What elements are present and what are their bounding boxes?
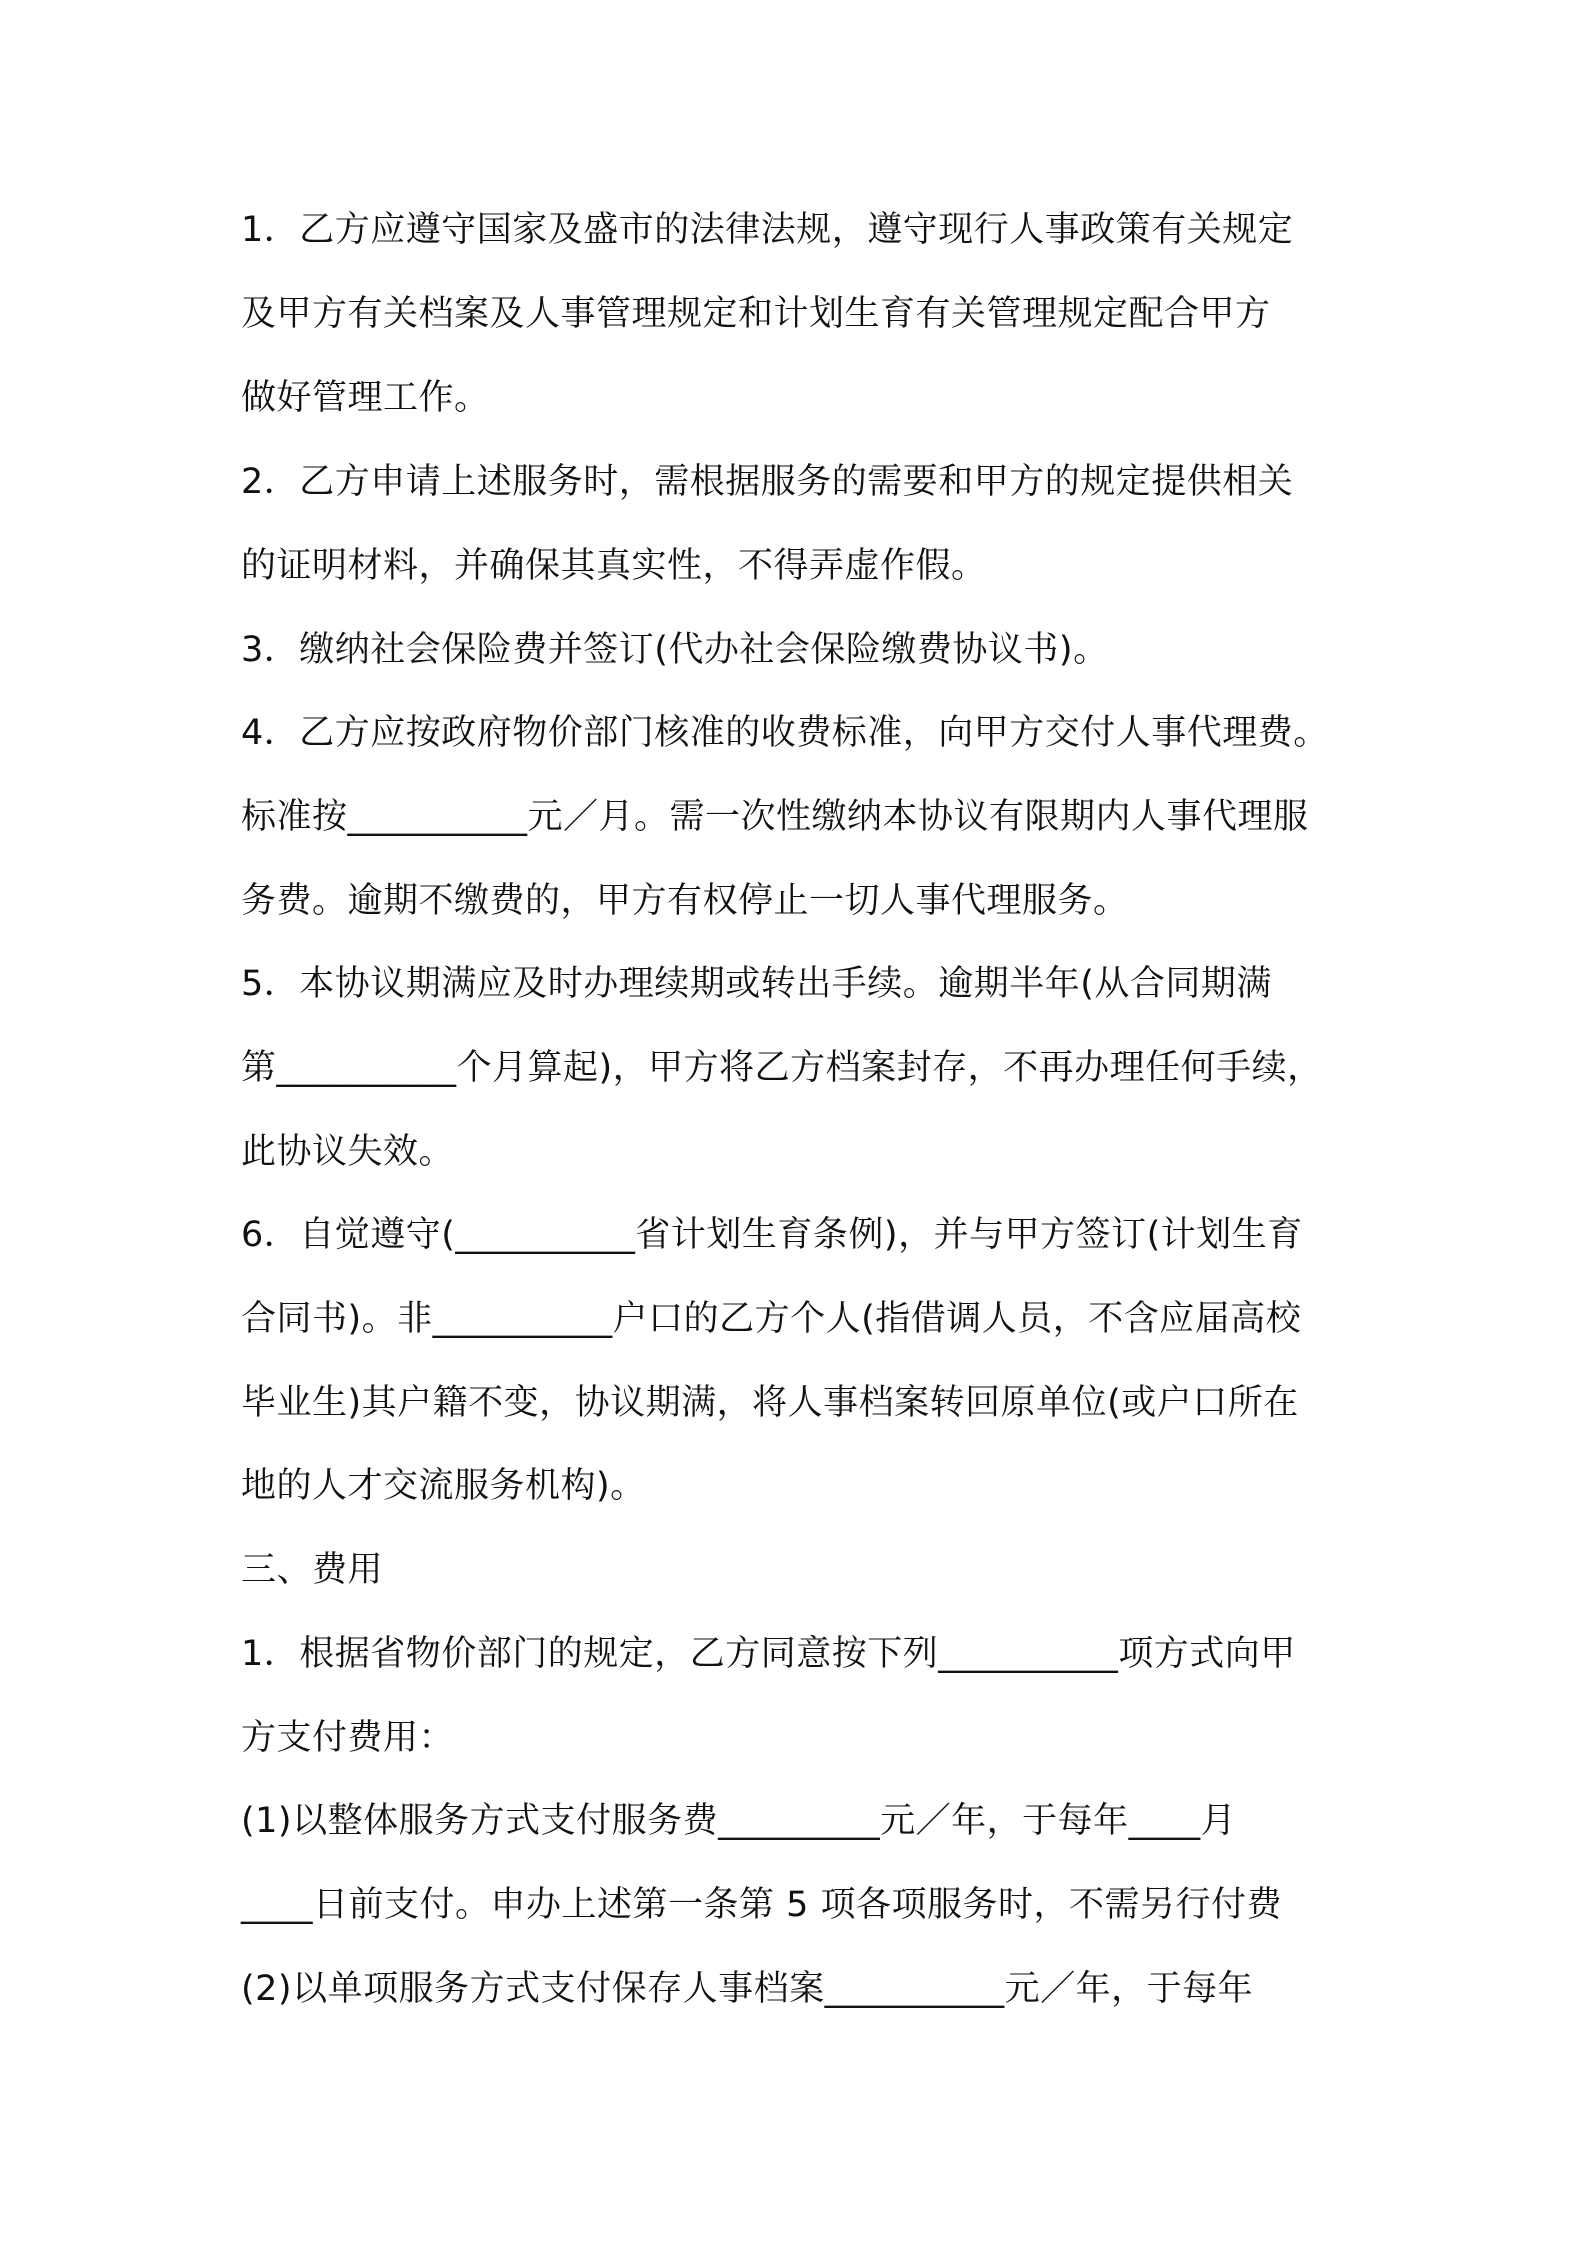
text-line: 方支付费用： [241, 1718, 455, 1758]
text-line: (2)以单项服务方式支付保存人事档案__________元／年，于每年 [241, 1969, 1254, 2009]
text-line: 合同书)。非__________户口的乙方个人(指借调人员，不含应届高校 [241, 1299, 1302, 1339]
section-heading: 三、费用 [241, 1550, 384, 1590]
text-line: 的证明材料，并确保其真实性，不得弄虚作假。 [241, 546, 987, 586]
text-line: 做好管理工作。 [241, 378, 490, 418]
text-line: 4．乙方应按政府物价部门核准的收费标准，向甲方交付人事代理费。 [241, 713, 1329, 753]
text-line: 毕业生)其户籍不变，协议期满，将人事档案转回原单位(或户口所在 [241, 1383, 1299, 1423]
text-line: 6．自觉遵守(__________省计划生育条例)，并与甲方签订(计划生育 [241, 1215, 1303, 1255]
text-line: 务费。逾期不缴费的，甲方有权停止一切人事代理服务。 [241, 881, 1129, 921]
text-line: 5．本协议期满应及时办理续期或转出手续。逾期半年(从合同期满 [241, 964, 1272, 1004]
text-line: 第__________个月算起)，甲方将乙方档案封存，不再办理任何手续， [241, 1048, 1323, 1088]
text-line: ____日前支付。申办上述第一条第 5 项各项服务时，不需另行付费 [241, 1885, 1283, 1925]
text-line: 1．根据省物价部门的规定，乙方同意按下列__________项方式向甲 [241, 1634, 1296, 1674]
text-line: 此协议失效。 [241, 1132, 455, 1172]
text-line: 地的人才交流服务机构)。 [241, 1466, 646, 1506]
text-line: 1．乙方应遵守国家及盛市的法律法规，遵守现行人事政策有关规定 [241, 210, 1294, 250]
text-line: (1)以整体服务方式支付服务费_________元／年，于每年____月 [241, 1801, 1237, 1841]
text-line: 2．乙方申请上述服务时，需根据服务的需要和甲方的规定提供相关 [241, 462, 1294, 502]
text-line: 标准按__________元／月。需一次性缴纳本协议有限期内人事代理服 [241, 797, 1309, 837]
text-line: 及甲方有关档案及人事管理规定和计划生育有关管理规定配合甲方 [241, 294, 1271, 334]
text-line: 3．缴纳社会保险费并签订(代办社会保险缴费协议书)。 [241, 630, 1109, 670]
